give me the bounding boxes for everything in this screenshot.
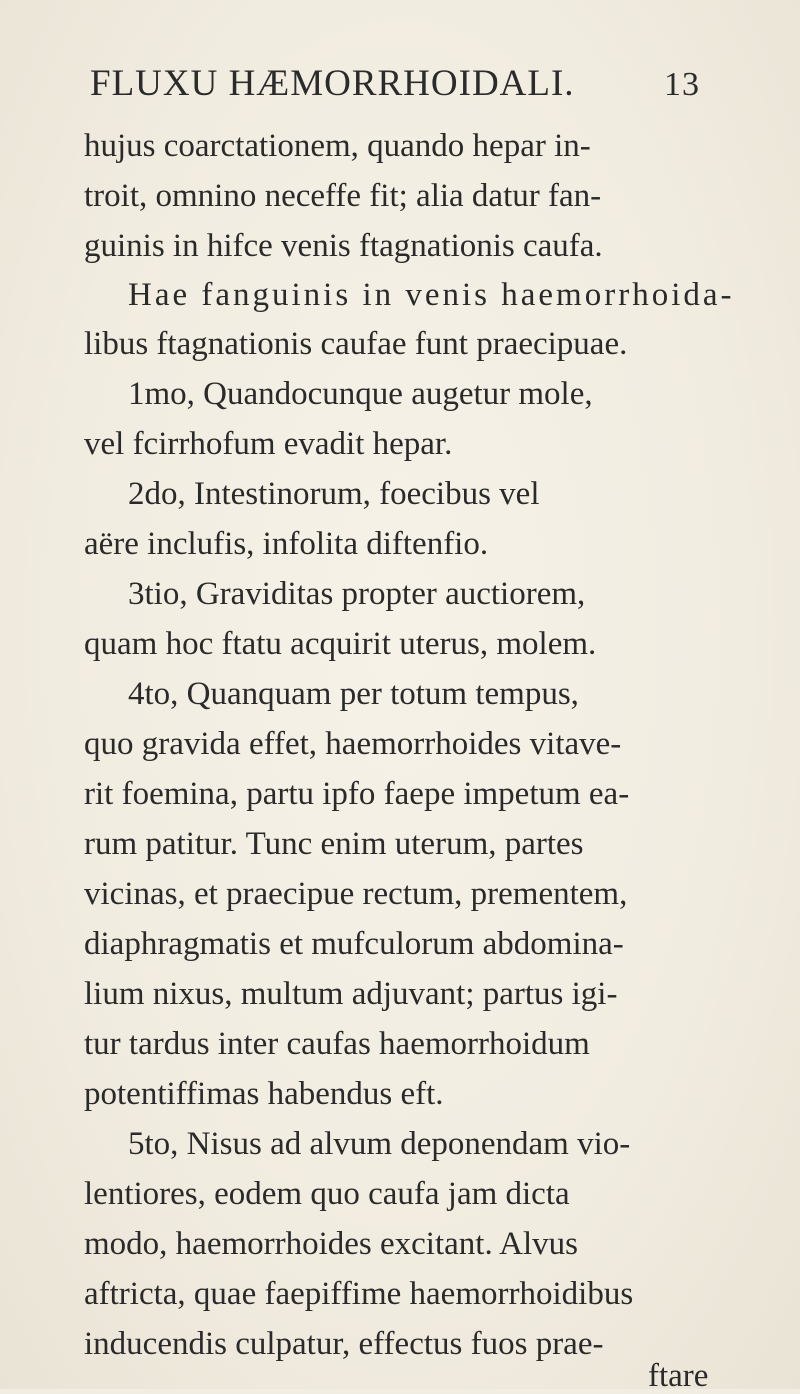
text-line: aëre inclufis, infolita diftenfio. xyxy=(84,526,489,562)
text-line: aftricta, quae faepiffime haemorrhoidibus xyxy=(84,1276,634,1312)
text-line: tur tardus inter caufas haemorrhoidum xyxy=(84,1026,590,1062)
text-line: diaphragmatis et mufculorum abdomina- xyxy=(84,926,624,962)
text-line: inducendis culpatur, effectus fuos prae- xyxy=(84,1326,604,1362)
text-line: Hae fanguinis in venis haemorrhoida- xyxy=(128,277,735,313)
text-line: hujus coarctationem, quando hepar in- xyxy=(84,128,591,164)
text-line: potentiffimas habendus eft. xyxy=(84,1076,444,1112)
text-line: quam hoc ftatu acquirit uterus, molem. xyxy=(84,626,597,662)
text-line: guinis in hifce venis ftagnationis caufa. xyxy=(84,228,603,264)
text-line: quo gravida effet, haemorrhoides vitave- xyxy=(84,726,622,762)
text-line: lium nixus, multum adjuvant; partus igi- xyxy=(84,976,618,1012)
text-line: 3tio, Graviditas propter auctiorem, xyxy=(128,576,586,612)
text-line: 4to, Quanquam per totum tempus, xyxy=(128,676,579,712)
running-title: FLUXU HÆMORRHOIDALI. xyxy=(90,63,575,104)
text-line: 5to, Nisus ad alvum deponendam vio- xyxy=(128,1126,631,1162)
text-line: vel fcirrhofum evadit hepar. xyxy=(84,426,453,462)
text-line: 1mo, Quandocunque augetur mole, xyxy=(128,376,593,412)
text-line: rum patitur. Tunc enim uterum, partes xyxy=(84,826,584,862)
text-line: vicinas, et praecipue rectum, prementem, xyxy=(84,876,628,912)
text-line: modo, haemorrhoides excitant. Alvus xyxy=(84,1226,578,1262)
text-line: libus ftagnationis caufae funt praecipuae. xyxy=(84,326,628,362)
text-line: 2do, Intestinorum, foecibus vel xyxy=(128,476,540,512)
catchword: ftare xyxy=(648,1358,709,1394)
running-head xyxy=(90,62,700,105)
text-line: troit, omnino neceffe fit; alia datur fan- xyxy=(84,178,602,214)
page-number: 13 xyxy=(664,66,700,103)
text-line: rit foemina, partu ipfo faepe impetum ea- xyxy=(84,776,630,812)
text-line: lentiores, eodem quo caufa jam dicta xyxy=(84,1176,570,1212)
